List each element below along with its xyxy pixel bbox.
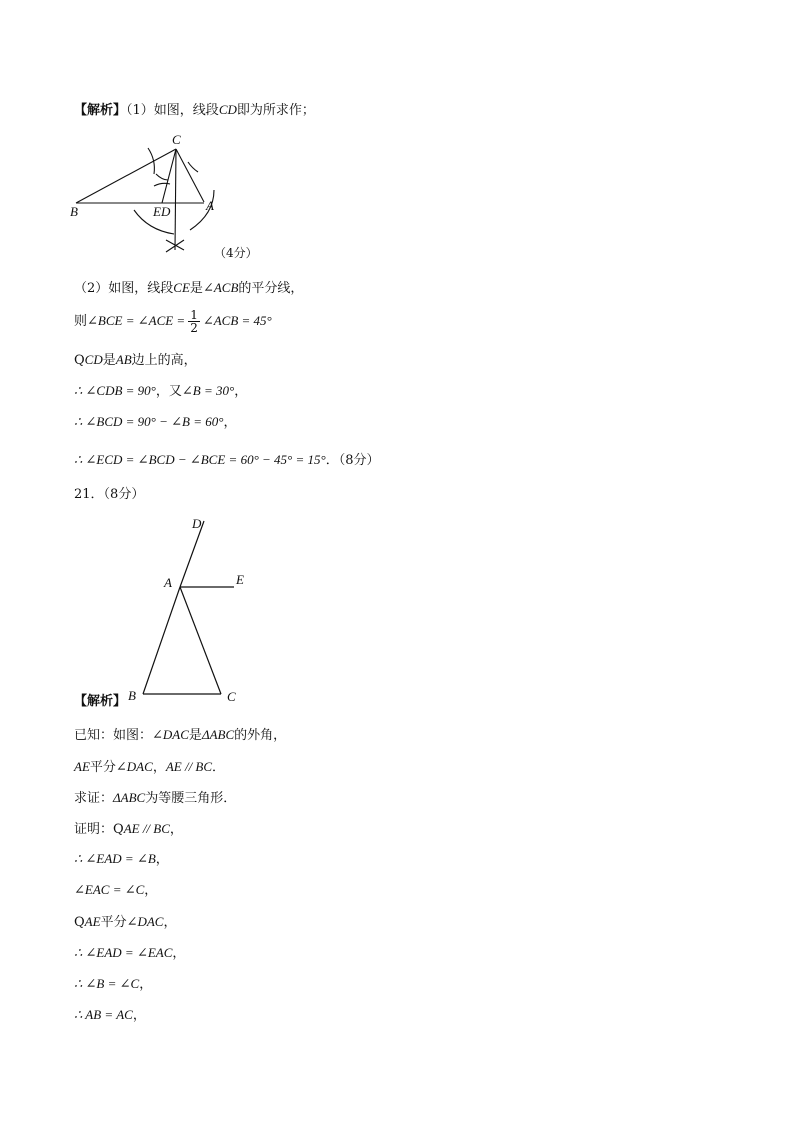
segment-cd (175, 149, 176, 250)
equation: ∴ ∠CDB = 90° (74, 383, 156, 398)
segment-ce: CE (173, 280, 190, 295)
equation: ∴ ∠EAD = ∠EAC (74, 945, 173, 960)
label-d: D (192, 516, 202, 531)
text: 平分 (100, 915, 127, 930)
prove-line (74, 789, 236, 808)
equation: ∴ ∠ECD = ∠BCD − ∠BCE = 60° − 45° = 15° (74, 452, 326, 467)
score-8: ．（8分） (325, 453, 380, 468)
text: ． (212, 760, 226, 775)
triangle-abc: ΔABC (201, 727, 235, 742)
text: 的平分线， (238, 281, 304, 296)
fraction-denominator: 2 (190, 321, 198, 335)
fraction-half (188, 309, 200, 334)
angle-dac: ∠DAC (126, 914, 164, 929)
equation-right: ∠ACB = 45° (202, 313, 272, 328)
text: ，又 (155, 384, 182, 399)
part-number: （1） (126, 103, 154, 118)
construction-arc (148, 148, 154, 174)
equation: ∠EAC = ∠C (74, 882, 145, 897)
label-c: C (227, 689, 236, 704)
text: ， (132, 1008, 146, 1023)
text: 平分 (89, 760, 116, 775)
construction-arc (188, 162, 198, 172)
equation: ∴ ∠EAD = ∠B (74, 851, 156, 866)
question-21-heading (74, 486, 144, 504)
label-b: B (128, 688, 136, 703)
segment-ce (162, 149, 176, 203)
text: 则 (74, 314, 88, 329)
label-c: C (172, 132, 181, 147)
solution-line-4 (74, 351, 197, 370)
equation: ∠B = 30° (181, 383, 235, 398)
text: ， (139, 977, 153, 992)
text: ， (172, 946, 186, 961)
known-line-2 (74, 758, 225, 777)
text: 求证： (74, 791, 114, 806)
text: ， (155, 852, 169, 867)
because-symbol: Q (74, 353, 85, 368)
label-a: A (164, 575, 172, 590)
label-ed: ED (153, 204, 171, 219)
segment-cd: CD (218, 102, 237, 117)
text: 的外角， (234, 728, 287, 743)
solution-line-1 (74, 101, 315, 120)
text: ， (169, 822, 183, 837)
analysis-heading: 【解析】 (74, 103, 127, 118)
solution-line-7 (74, 451, 380, 470)
segment-cd: CD (84, 352, 103, 367)
text: 是 (189, 281, 203, 296)
solution-line-2 (74, 279, 303, 298)
proof-line-6 (74, 975, 152, 994)
segment-ae: AE (74, 759, 90, 774)
proof-line-5 (74, 944, 185, 963)
text: ， (234, 384, 248, 399)
segment-bc (76, 149, 176, 203)
proof-line-1 (74, 820, 183, 839)
segment-ab (143, 587, 180, 694)
text: ， (163, 915, 177, 930)
triangle-abc: ΔABC (113, 790, 146, 805)
solution-line-6 (74, 413, 236, 432)
proof-line-3 (74, 881, 157, 900)
text: 已知：如图： (74, 728, 153, 743)
equation-left: ∠BCE = ∠ACE = (87, 313, 186, 328)
text: 是 (102, 353, 116, 368)
parallel-statement: AE // BC (123, 821, 170, 836)
label-a: A (206, 198, 214, 213)
known-line (74, 726, 286, 745)
angle-dac: ∠DAC (152, 727, 189, 742)
equation: ∴ ∠B = ∠C (74, 976, 140, 991)
angle-acb: ∠ACB (202, 280, 239, 295)
score-4: （4分） (214, 246, 258, 260)
parallel-statement: AE // BC (165, 759, 213, 774)
analysis-heading: 【解析】 (74, 694, 127, 709)
text: 边上的高， (131, 353, 197, 368)
text: ， (152, 760, 166, 775)
equation: ∴ ∠BCD = 90° − ∠B = 60° (74, 414, 224, 429)
equation: ∴ AB = AC (74, 1007, 133, 1022)
triangle-figure (120, 512, 260, 712)
text: 为等腰三角形． (145, 791, 237, 806)
proof-line-7 (74, 1006, 146, 1025)
text: 证明： (74, 822, 114, 837)
segment-ac (180, 587, 221, 694)
label-b: B (70, 204, 78, 219)
text: 如图，线段 (153, 103, 219, 118)
text: ， (144, 883, 158, 898)
proof-line-2 (74, 850, 169, 869)
text: ， (223, 415, 237, 430)
because-symbol: Q (113, 822, 124, 837)
because-symbol: Q (74, 915, 85, 930)
proof-line-4 (74, 913, 177, 932)
part-number: （2） (74, 281, 109, 296)
label-e: E (236, 572, 244, 587)
segment-ab: AB (115, 352, 132, 367)
segment-ae: AE (84, 914, 101, 929)
construction-arc (154, 183, 170, 186)
solution-heading-21 (74, 693, 126, 711)
segment-ca (176, 149, 204, 202)
angle-dac: ∠DAC (115, 759, 153, 774)
solution-line-3 (74, 308, 272, 335)
question-number: 21．（8分） (74, 487, 145, 502)
construction-figure (64, 130, 304, 260)
fraction-numerator: 1 (190, 308, 198, 322)
construction-arc (156, 174, 168, 180)
text: 是 (188, 728, 202, 743)
text: 如图，线段 (108, 281, 174, 296)
solution-line-5 (74, 382, 247, 401)
text: 即为所求作； (236, 103, 315, 118)
